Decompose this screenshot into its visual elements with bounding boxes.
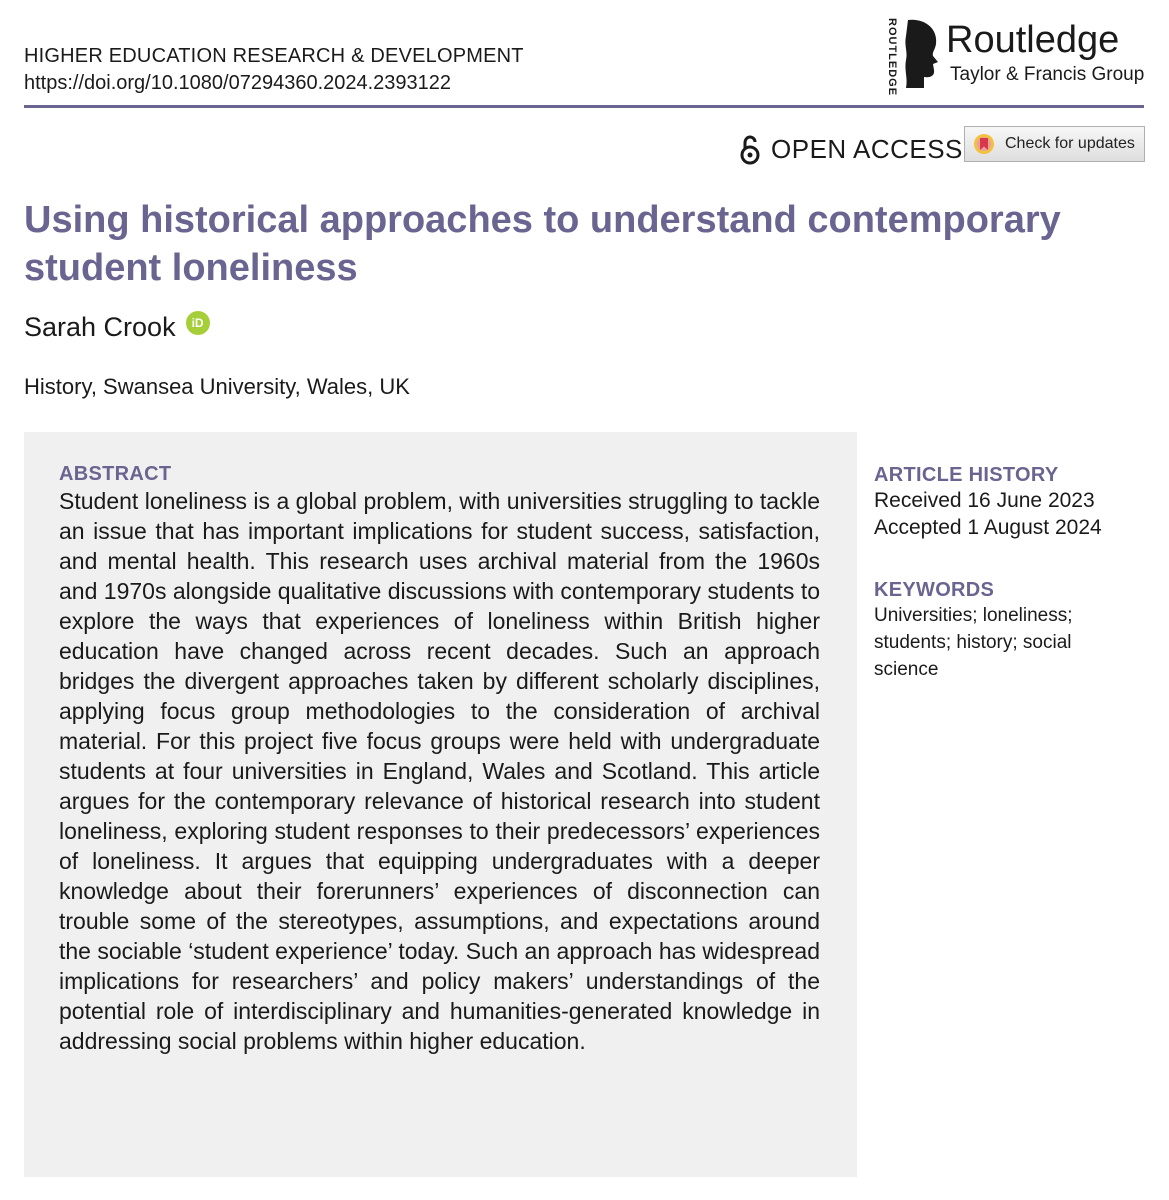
check-updates-label: Check for updates	[1005, 135, 1135, 152]
article-title: Using historical approaches to understand contemporary student loneliness	[24, 199, 1061, 289]
open-lock-icon	[739, 135, 761, 165]
journal-name: HIGHER EDUCATION RESEARCH & DEVELOPMENT	[24, 45, 524, 67]
accepted-date: Accepted 1 August 2024	[874, 516, 1102, 539]
article-history-heading: ARTICLE HISTORY	[874, 464, 1059, 486]
abstract-text: Student loneliness is a global problem, with universities struggling to tackle an issue that has important implications for student success, satisfaction, and mental health. This research uses archival material from the 1960s and 1970s alongside qualitative discussions with contemporary students to explore the ways that experiences of loneliness within British higher education have changed across recent decades. Such an approach bridges the divergent approaches taken by different scholarly disciplines, applying focus group methodologies to the consideration of archival material. For this project five focus groups were held with undergraduate students at four universities in England, Wales and Scotland. This article argues for the contemporary relevance of historical research into student loneliness, exploring student responses to their predecessors’ experiences of loneliness. It argues that equipping undergraduates with a deeper knowledge about their forerunners’ experiences of disconnection can trouble some of the stereotypes, assumptions, and expectations around the sociable ‘student experience’ today. Such an approach has widespread implications for researchers’ and policy makers’ understandings of the potential role of interdisciplinary and humanities-generated knowledge in addressing social problems within higher education.	[59, 488, 820, 1054]
open-access-label: OPEN ACCESS	[771, 134, 963, 164]
orcid-icon[interactable]: iD	[186, 311, 210, 335]
abstract-heading: ABSTRACT	[59, 463, 172, 485]
publisher-logo	[884, 16, 1146, 97]
author-name[interactable]: Sarah Crook	[24, 312, 176, 342]
open-access-badge	[739, 134, 963, 165]
keywords-heading: KEYWORDS	[874, 579, 995, 601]
affiliation: History, Swansea University, Wales, UK	[24, 374, 410, 399]
article-sidebar	[874, 463, 1144, 683]
bookmark-icon	[973, 133, 995, 155]
routledge-head-icon	[902, 18, 942, 90]
doi-link[interactable]: https://doi.org/10.1080/07294360.2024.2393122	[24, 72, 452, 94]
journal-header	[24, 44, 524, 96]
keywords-list: Universities; loneliness; students; history; social science	[874, 605, 1073, 680]
header-rule	[24, 105, 1144, 108]
check-updates-button[interactable]	[964, 126, 1145, 162]
publisher-name: Routledge	[946, 19, 1120, 61]
publisher-group: Taylor & Francis Group	[950, 64, 1145, 85]
received-date: Received 16 June 2023	[874, 489, 1095, 512]
logo-vertical-mark: ROUTLEDGE	[886, 18, 898, 97]
author-row	[24, 312, 210, 343]
